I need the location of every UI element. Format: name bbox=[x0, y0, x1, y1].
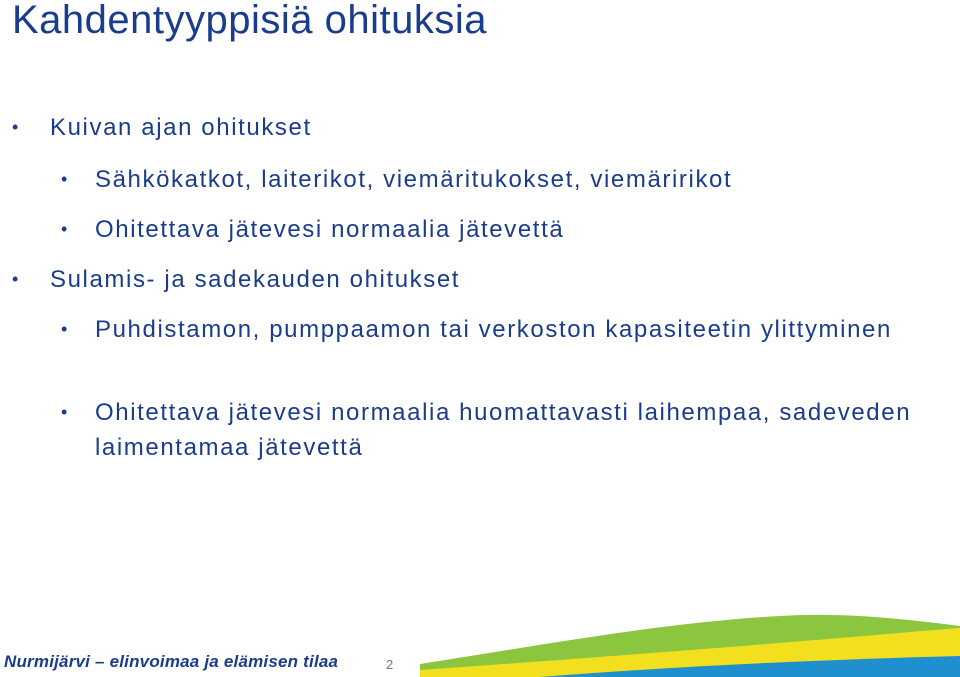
bullet-text: Kuivan ajan ohitukset bbox=[50, 114, 312, 141]
bullet-dot-icon: • bbox=[61, 169, 69, 189]
bullet-dot-icon: • bbox=[12, 117, 20, 137]
bullet-item bbox=[12, 262, 461, 297]
bullet-item bbox=[12, 110, 312, 145]
bullet-dot-icon: • bbox=[12, 269, 20, 289]
bullet-dot-icon: • bbox=[61, 319, 69, 339]
bullet-item bbox=[61, 395, 915, 465]
bullet-text: Sulamis- ja sadekauden ohitukset bbox=[50, 266, 461, 293]
bullet-dot-icon: • bbox=[61, 402, 69, 422]
bullet-item bbox=[61, 212, 915, 247]
bullet-text: Ohitettava jätevesi normaalia huomattavasti laihempaa, sadeveden laimentamaa jätevettä bbox=[95, 399, 912, 461]
page-number: 2 bbox=[386, 657, 394, 672]
bullet-text: Sähkökatkot, laiterikot, viemäritukokset, viemäririkot bbox=[95, 166, 733, 193]
bullet-text: Ohitettava jätevesi normaalia jätevettä bbox=[95, 216, 565, 243]
landscape-hills-logo bbox=[420, 600, 960, 677]
footer-slogan: Nurmijärvi – elinvoimaa ja elämisen tilaa bbox=[4, 652, 339, 671]
bullet-dot-icon: • bbox=[61, 219, 69, 239]
bullet-item bbox=[61, 162, 915, 197]
bullet-text: Puhdistamon, pumppaamon tai verkoston kapasiteetin ylittyminen bbox=[95, 316, 892, 343]
slide-title: Kahdentyyppisiä ohituksia bbox=[12, 0, 488, 42]
bullet-item bbox=[61, 312, 915, 347]
